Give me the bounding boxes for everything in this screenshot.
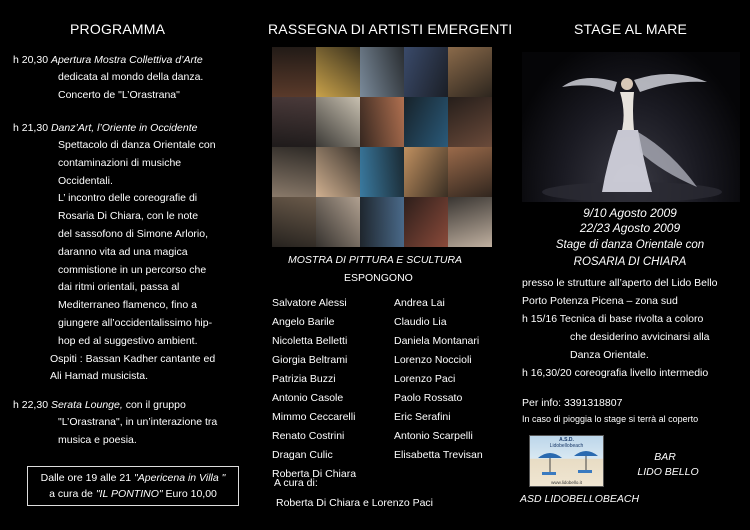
artists-right-line: Lorenzo Noccioli [394, 354, 472, 366]
sec2-lines-line: del sassofono di Simone Arlorio, [58, 228, 208, 240]
venue-line-2: Porto Potenza Picena – zona sud [522, 295, 678, 307]
artists-right-line: Lorenzo Paci [394, 373, 456, 385]
artists-right-line: Elisabetta Trevisan [394, 449, 483, 461]
artists-right-line: Antonio Scarpelli [394, 430, 473, 442]
artists-right-line: Andrea Lai [394, 297, 445, 309]
mostra-subtitle: MOSTRA DI PITTURA E SCULTURA [288, 254, 463, 266]
espongono-label: ESPONGONO [344, 272, 413, 284]
sec3-time: h 22,30 [13, 399, 49, 411]
schedule-1 [522, 311, 703, 329]
artists-right-line: Claudio Lia [394, 316, 447, 328]
artwork-thumbnail [316, 97, 360, 147]
sec2-lines-line: commistione in un percorso che [58, 263, 207, 276]
apericena-title: "Apericena in Villa " [134, 472, 226, 484]
artwork-thumbnail [360, 47, 404, 97]
curated-names: Roberta Di Chiara e Lorenzo Paci [276, 497, 433, 509]
stage-date-2: 22/23 Agosto 2009 [579, 221, 681, 235]
sec2-lines-line: hop ed al suggestivo ambient. [58, 334, 198, 347]
stage-date-1: 9/10 Agosto 2009 [583, 206, 677, 220]
artwork-thumbnail [404, 197, 448, 247]
apericena-curator-label: a cura de [49, 488, 96, 500]
dancer-silhouette [522, 52, 740, 202]
artwork-thumbnail [316, 147, 360, 197]
sec1-lines-line: dedicata al mondo della danza. [58, 71, 204, 83]
schedule-2-time: h 16,30/20 [522, 367, 572, 379]
sec2-lines-line: giungere all’occidentalissimo hip- [58, 317, 213, 329]
rain-note: In caso di pioggia lo stage si terrà al coperto [522, 414, 699, 424]
artwork-thumbnail [448, 97, 492, 147]
schedule-1-time: h 15/16 [522, 313, 558, 325]
sec1-name: Apertura Mostra Collettiva d’Arte [50, 54, 203, 66]
sec2-lines-line: dai ritmi orientali, passa al [58, 281, 180, 294]
sec3-lines-line: "L’Orastrana", in un’interazione tra [58, 416, 218, 428]
sec3-name: Serata Lounge, [50, 399, 123, 411]
artwork-thumbnail [404, 97, 448, 147]
asd-name: ASD LIDOBELLOBEACH [520, 493, 640, 505]
artists-right-line: Paolo Rossato [394, 392, 463, 404]
lidobello-logo [529, 435, 604, 487]
sec1-heading [13, 52, 203, 70]
programma-title: PROGRAMMA [70, 21, 166, 37]
artists-right-line: Daniela Montanari [394, 335, 480, 347]
apericena-line-1 [28, 470, 238, 486]
rassegna-column [262, 0, 513, 530]
artwork-thumbnail [448, 197, 492, 247]
artists-left-line: Mimmo Ceccarelli [272, 411, 356, 423]
schedule-2 [522, 365, 708, 383]
artists-left-line: Angelo Barile [272, 316, 335, 328]
schedule-1-text: Tecnica di base rivolta a coloro [559, 313, 704, 325]
sec3-lines-line: musica e poesia. [58, 433, 137, 446]
artwork-thumbnail [316, 47, 360, 97]
sec2-time: h 21,30 [13, 122, 49, 134]
bar-label: BAR [654, 451, 676, 463]
apericena-time: Dalle ore 19 alle 21 [40, 472, 135, 484]
logo-name: Lidobellobeach [549, 443, 584, 449]
venue-line-1: presso le strutture all’aperto del Lido Bello [522, 277, 718, 289]
sec3-tail: con il gruppo [122, 399, 186, 411]
sec2-lines-line: Occidentali. [58, 174, 113, 187]
sec1-time: h 20,30 [13, 54, 49, 66]
stage-title: STAGE AL MARE [574, 21, 688, 37]
artists-left-line: Giorgia Beltrami [272, 354, 348, 366]
artwork-thumbnail [448, 47, 492, 97]
apericena-box [27, 466, 239, 506]
stage-column [510, 0, 750, 530]
sec2-lines-line: Mediterraneo flamenco, fino a [58, 299, 197, 312]
sec2-lines-line: Spettacolo di danza Orientale con [58, 139, 216, 151]
sec2-name: Danz’Art, l’Oriente in Occidente [50, 122, 198, 134]
apericena-line-2 [28, 486, 238, 502]
rassegna-title: RASSEGNA DI ARTISTI EMERGENTI [268, 21, 513, 37]
artists-left-line: Dragan Culic [272, 449, 333, 461]
schedule-1-cont: che desiderino avvicinarsi alla [570, 331, 710, 343]
artwork-thumbnail [404, 47, 448, 97]
artists-left-line: Nicoletta Belletti [272, 335, 348, 347]
sec2-lines-line: Ali Hamad musicista. [50, 370, 149, 383]
artwork-thumbnail [404, 147, 448, 197]
artwork-thumbnail [272, 147, 316, 197]
stage-teacher: ROSARIA DI CHIARA [573, 256, 687, 268]
artwork-thumbnail [360, 147, 404, 197]
artwork-thumbnail [316, 197, 360, 247]
artists-left-line: Patrizia Buzzi [272, 373, 336, 385]
programma-column [0, 0, 260, 530]
logo-asd: A.S.D. [559, 437, 574, 443]
sec1-lines-line: Concerto de "L’Orastrana" [58, 88, 180, 101]
artwork-thumbnail [272, 197, 316, 247]
beach-umbrella-icon [530, 436, 603, 486]
apericena-curator: "IL PONTINO" [95, 488, 163, 500]
artists-right-line: Eric Serafini [394, 411, 451, 423]
artwork-thumbnail [272, 47, 316, 97]
apericena-price: Euro 10,00 [162, 488, 217, 500]
artists-left-line: Antonio Casole [272, 392, 344, 404]
sec2-lines-line: Rosaria Di Chiara, con le note [58, 210, 199, 223]
sec2-lines-line: L’ incontro delle coreografie di [58, 192, 198, 205]
curated-label: A cura di: [274, 477, 318, 489]
dancer-photo [522, 52, 740, 202]
sec2-lines-line: contaminazioni di musiche [58, 156, 182, 169]
sec2-lines-line: daranno vita ad una magica [58, 245, 188, 258]
artists-left-line: Renato Costrini [272, 430, 345, 442]
artists-left-line: Salvatore Alessi [272, 297, 347, 309]
stage-description: Stage di danza Orientale con [555, 239, 705, 251]
schedule-2-text: coreografia livello intermedio [574, 367, 709, 379]
bar-name: LIDO BELLO [637, 466, 699, 478]
artists-left-line: Roberta Di Chiara [272, 468, 357, 480]
artwork-thumbnail [360, 97, 404, 147]
schedule-1-cont2: Danza Orientale. [570, 349, 649, 361]
sec2-lines-line: Ospiti : Bassan Kadher cantante ed [50, 352, 216, 365]
artwork-thumbnail [448, 147, 492, 197]
artwork-collage [272, 47, 492, 247]
sec3-heading [13, 397, 186, 415]
sec2-heading [13, 120, 197, 138]
artwork-thumbnail [272, 97, 316, 147]
logo-url: www.lidobello.it [551, 480, 582, 485]
info-phone: Per info: 3391318807 [522, 397, 623, 409]
artwork-thumbnail [360, 197, 404, 247]
